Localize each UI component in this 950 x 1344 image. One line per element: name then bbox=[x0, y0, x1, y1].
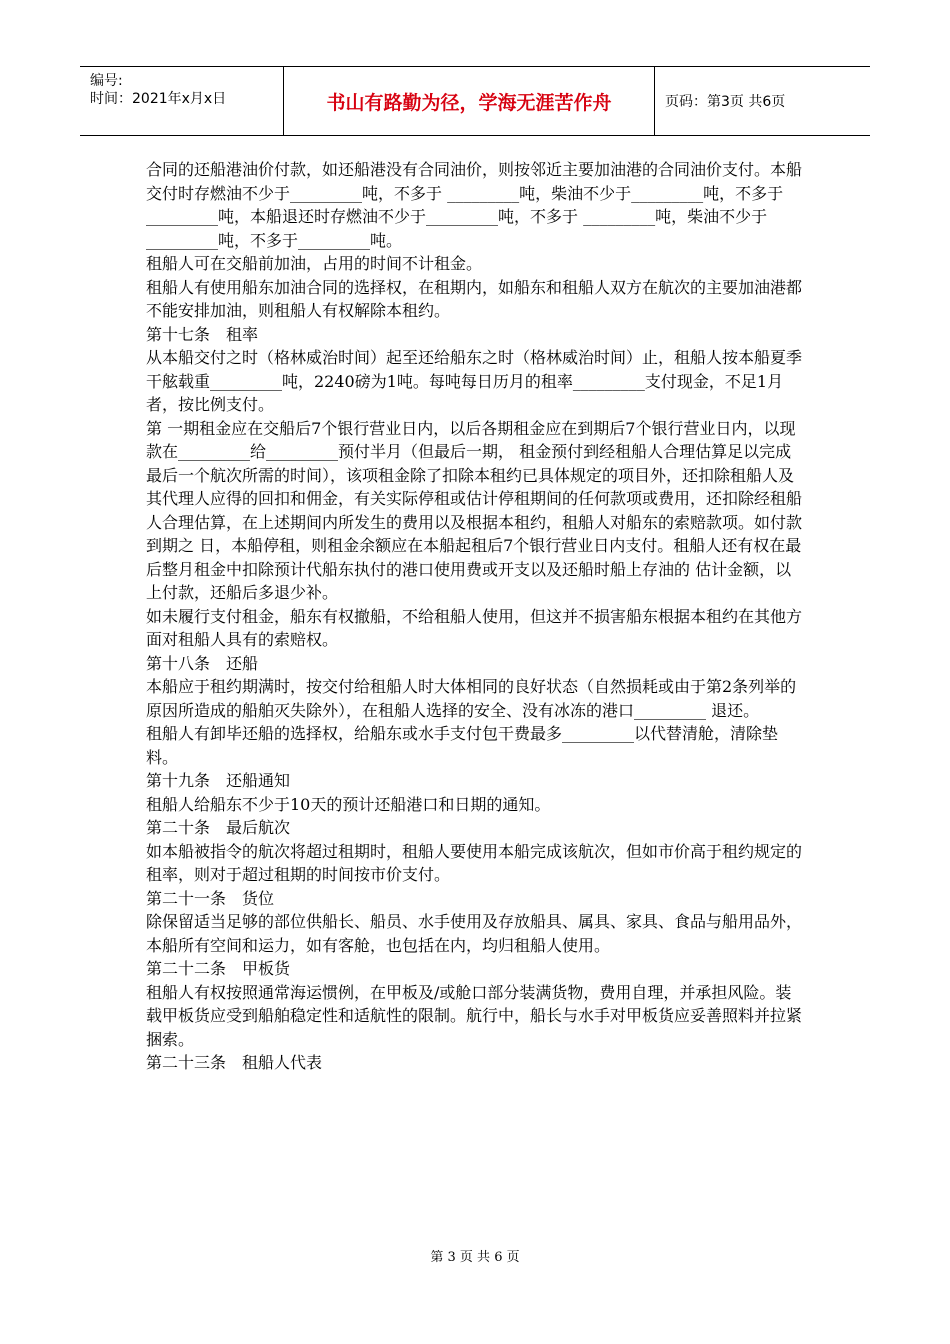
header-motto: 书山有路勤为径，学海无涯苦作舟 bbox=[283, 67, 655, 135]
section-heading: 第十九条 还船通知 bbox=[146, 771, 291, 790]
paragraph: 租船人有使用船东加油合同的选择权，在租期内，如船东和租船人双方在航次的主要加油港都不能安排加油，则租船人有权解除本租约。 bbox=[146, 277, 803, 320]
paragraph: 租船人有权按照通常海运惯例，在甲板及/或舱口部分装满货物，费用自理，并承担风险。装载甲板货应受到船舶稳定性和适航性的限制。航行中，船长与水手对甲板货应妥善照料并拉紧捆索。 bbox=[146, 982, 803, 1049]
section-heading: 第二十二条 甲板货 bbox=[146, 959, 291, 978]
section-heading: 第二十三条 租船人代表 bbox=[146, 1053, 323, 1072]
paragraph: 如未履行支付租金，船东有权撤船，不给租船人使用，但这并不损害船东根据本租约在其他方面对租船人具有的索赔权。 bbox=[146, 606, 803, 649]
section-heading: 第十七条 租率 bbox=[146, 324, 259, 344]
document-code: 编号: bbox=[90, 73, 123, 89]
paragraph: 合同的还船港油价付款，如还船港没有合同油价，则按邻近主要加油港的合同油价支付。本船交付时存燃油不少于_________吨，不多于 _________吨，柴油不少于_________吨，不多于_________吨，本船退还时存燃油不少于_________吨，不多于 _________吨，柴油不少于_________吨，不多于_________吨。 bbox=[146, 160, 803, 250]
section-heading: 第十八条 还船 bbox=[146, 653, 259, 673]
paragraph: 租船人有卸毕还船的选择权，给船东或水手支付包干费最多_________以代替清舱，清除垫料。 bbox=[146, 724, 779, 767]
document-body bbox=[146, 158, 806, 1075]
header-meta bbox=[80, 67, 283, 135]
paragraph: 租船人可在交船前加油，占用的时间不计租金。 bbox=[146, 254, 483, 273]
paragraph: 租船人给船东不少于10天的预计还船港口和日期的通知。 bbox=[146, 794, 551, 814]
paragraph: 本船应于租约期满时，按交付给租船人时大体相同的良好状态（自然损耗或由于第2条列举的原因所造成的船舶灭失除外），在租船人选择的安全、没有冰冻的港口_________ 退还。 bbox=[146, 677, 797, 720]
section-heading: 第二十一条 货位 bbox=[146, 888, 275, 908]
paragraph: 除保留适当足够的部位供船长、船员、水手使用及存放船具、属具、家具、食品与船用品外，本船所有空间和运力，如有客舱，也包括在内，均归租船人使用。 bbox=[146, 912, 803, 955]
paragraph: 如本船被指令的航次将超过租期时，租船人要使用本船完成该航次，但如市价高于租约规定的租率，则对于超过租期的时间按市价支付。 bbox=[146, 841, 803, 884]
header-page-number: 页码：第3页 共6页 bbox=[665, 94, 786, 110]
paragraph: 从本船交付之时（格林威治时间）起至还给船东之时（格林威治时间）止，租船人按本船夏季干舷载重_________吨，2240磅为1吨。每吨每日历月的租率_________支付现金，不足1月者，按比例支付。 bbox=[146, 348, 803, 414]
page-footer: 第 3 页 共 6 页 bbox=[430, 1250, 520, 1265]
paragraph: 第 一期租金应在交船后7个银行营业日内，以后各期租金应在到期后7个银行营业日内，以现款在_________给_________预付半月（但最后一期， 租金预付到经租船人合理估算足以完成最后一个航次所需的时间），该项租金除了扣除本租约已具体规定的项目外，还扣除租船人及其代理人应得的回扣和佣金，有关实际停租或估计停租期间的任何款项或费用，还扣除经租船人合理估算，在上述期间内所发生的费用以及根据本租约，租船人对船东的索赔款项。如付款到期之 日，本船停租，则租金余额应在本船起租后7个银行营业日内支付。租船人还有权在最后整月租金中扣除预计代船东执付的港口使用费或开支以及还船时船上存油的 估计金额，以上付款，还船后多退少补。 bbox=[146, 418, 803, 602]
document-date: 时间：2021年x月x日 bbox=[90, 91, 227, 107]
page-header bbox=[80, 66, 870, 136]
section-heading: 第二十条 最后航次 bbox=[146, 818, 291, 837]
